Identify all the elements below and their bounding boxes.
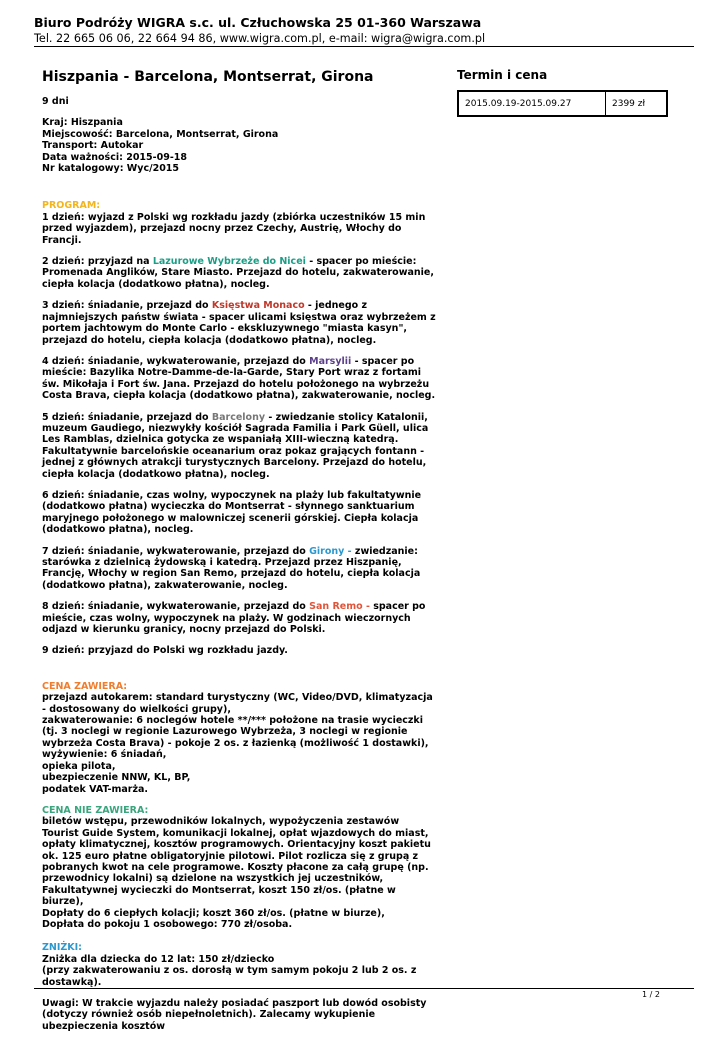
includes-line: przejazd autokarem: standard turystyczny (WC, Video/DVD, klimatyzacja - dostosowany do wielkości grupy),	[42, 692, 433, 715]
date-range-cell: 2015.09.19-2015.09.27	[458, 91, 606, 116]
date-and-price-title: Termin i cena	[457, 68, 548, 82]
detail-transport: Transport: Autokar	[42, 140, 144, 152]
program-day-7: 7 dzień: śniadanie, wykwaterowanie, przejazd do Girony - zwiedzanie: starówka z dzielnicą żydowską i katedrą. Przejazd przez Hiszpanię, Francję, Włochy w region San Remo, przejazd do hotelu, ciepła kolacja (dodatkowo płatna), zakwaterowanie, nocleg.	[42, 545, 421, 591]
discounts-label: ZNIŻKI:	[42, 942, 82, 954]
destination-san-remo: San Remo -	[309, 601, 370, 613]
excludes-line: biletów wstępu, przewodników lokalnych, wypożyczenia zestawów Tourist Guide System, komunikacji lokalnej, opłat wjazdowych do miast, opłaty klimatycznej, kosztów programowych. Orientacyjny koszt pakietu ok. 125 euro płatne obligatoryjnie pilotowi. Pilot rozlicza się z grupą z pobranych kwot na cele programowe. Koszty płacone za całą grupę (np. przewodnicy lokalni) są dzielone na wszystkich jej uczestników,	[42, 816, 431, 885]
discounts-section	[42, 942, 437, 988]
destination-marseille: Marsylii	[309, 355, 352, 367]
destination-nice: Lazurowe Wybrzeże do Nicei	[152, 256, 306, 268]
detail-country: Kraj: Hiszpania	[42, 117, 123, 129]
destination-monaco: Księstwa Monaco	[211, 300, 305, 312]
notes-text: Uwagi: W trakcie wyjazdu należy posiadać paszport lub dowód osobisty (dotyczy również osób niepełnoletnich). Zalecamy wykupienie ubezpieczenia kosztów	[42, 998, 427, 1032]
includes-line: zakwaterowanie: 6 noclegów hotele **/*** położone na trasie wycieczki (tj. 3 noclegi w regionie Lazurowego Wybrzeża, 3 noclegi w regionie wybrzeża Costa Brava) - pokoje 2 os. z łazienką (możliwość 1 dostawki),	[42, 715, 429, 749]
destination-girona: Girony -	[309, 545, 352, 557]
detail-valid-date: Data ważności: 2015-09-18	[42, 151, 187, 163]
date-price-table	[457, 90, 668, 117]
program-day-8: 8 dzień: śniadanie, wykwaterowanie, przejazd do San Remo - spacer po mieście, czas wolny, wypoczynek na plaży. W godzinach wieczornych odjazd w kierunku granicy, nocny przejazd do Polski.	[42, 601, 426, 636]
program-label: PROGRAM:	[42, 200, 101, 212]
includes-line: ubezpieczenie NNW, KL, BP,	[42, 772, 191, 784]
price-includes-label: CENA ZAWIERA:	[42, 680, 128, 692]
company-contact: Tel. 22 665 06 06, 22 664 94 86, www.wigra.com.pl, e-mail: wigra@wigra.com.pl	[34, 32, 486, 45]
program-day-4: 4 dzień: śniadanie, wykwaterowanie, przejazd do Marsylii - spacer po mieście: Bazylika Notre-Damme-de-la-Garde, Stary Port wraz z fortami św. Mikołaja i Fort św. Jana. Przejazd do hotelu położonego na wybrzeżu Costa Brava, ciepła kolacja (dodatkowo płatna), zakwaterowanie, nocleg.	[42, 355, 436, 402]
tour-details	[42, 117, 437, 174]
excludes-line: Fakultatywnej wycieczki do Montserrat, koszt 150 zł/os. (płatne w biurze),	[42, 884, 396, 908]
price-excludes-section	[42, 805, 437, 930]
tour-description	[42, 96, 437, 1042]
program-day-5: 5 dzień: śniadanie, przejazd do Barcelony - zwiedzanie stolicy Katalonii, muzeum Gaudiego, niezwykły kościół Sagrada Familia i Park Güell, ulica Les Ramblas, dzielnica gotycka ze wspaniałą XIII-wieczną katedrą. Fakultatywnie barcelońskie oceanarium oraz pokaz grających fontann - jednej z głównych atrakcji turystycznych Barcelony. Przejazd do hotelu, ciepła kolacja (dodatkowo płatna), nocleg.	[42, 411, 429, 480]
program-day-1: 1 dzień: wyjazd z Polski wg rozkładu jazdy (zbiórka uczestników 15 min przed wyjazdem), przejazd nocny przez Czechy, Austrię, Włochy do Francji.	[42, 211, 426, 246]
includes-line: podatek VAT-marża.	[42, 783, 149, 795]
discount-line: (przy zakwaterowaniu z os. dorosłą w tym samym pokoju 2 lub 2 os. z dostawką).	[42, 965, 417, 988]
company-header	[34, 14, 694, 46]
page-number: 1 / 2	[642, 990, 660, 999]
tour-title: Hiszpania - Barcelona, Montserrat, Girona	[42, 69, 374, 85]
excludes-line: Dopłaty do 6 ciepłych kolacji; koszt 360 zł/os. (płatne w biurze),	[42, 907, 385, 919]
detail-location: Miejscowość: Barcelona, Montserrat, Girona	[42, 128, 279, 140]
price-includes-section	[42, 681, 437, 795]
includes-line: wyżywienie: 6 śniadań,	[42, 749, 167, 761]
price-excludes-label: CENA NIE ZAWIERA:	[42, 804, 149, 816]
price-cell: 2399 zł	[606, 91, 668, 116]
program-day-3: 3 dzień: śniadanie, przejazd do Księstwa Monaco - jednego z najmniejszych państw świata - spacer ulicami księstwa oraz wybrzeżem z portem jachtowym do Monte Carlo - ekskluzywnego "miasta kasyn", przejazd do hotelu, ciepła kolacja (dodatkowo płatna), nocleg.	[42, 300, 436, 346]
detail-catalog-number: Nr katalogowy: Wyc/2015	[42, 163, 180, 175]
tour-duration: 9 dni	[42, 96, 69, 107]
destination-barcelona: Barcelony	[211, 411, 266, 423]
table-row	[458, 91, 667, 116]
excludes-line: Dopłata do pokoju 1 osobowego: 770 zł/osoba.	[42, 918, 293, 930]
discount-line: Zniżka dla dziecka do 12 lat: 150 zł/dziecko	[42, 953, 275, 965]
includes-line: opieka pilota,	[42, 760, 116, 772]
header-divider	[34, 46, 694, 47]
company-name: Biuro Podróży WIGRA s.c. ul. Człuchowska 25 01-360 Warszawa	[34, 15, 482, 30]
program-day-2: 2 dzień: przyjazd na Lazurowe Wybrzeże do Nicei - spacer po mieście: Promenada Anglików, Stare Miasto. Przejazd do hotelu, zakwaterowanie, ciepła kolacja (dodatkowo płatna), nocleg.	[42, 256, 434, 290]
program-day-6: 6 dzień: śniadanie, czas wolny, wypoczynek na plaży lub fakultatywnie (dodatkowo płatna) wycieczka do Montserrat - słynnego sanktuarium maryjnego położonego w malowniczej scenerii górskiej. Ciepła kolacja (dodatkowo płatna), nocleg.	[42, 489, 422, 536]
footer-divider	[34, 988, 694, 989]
program-day-9: 9 dzień: przyjazd do Polski wg rozkładu jazdy.	[42, 645, 288, 657]
